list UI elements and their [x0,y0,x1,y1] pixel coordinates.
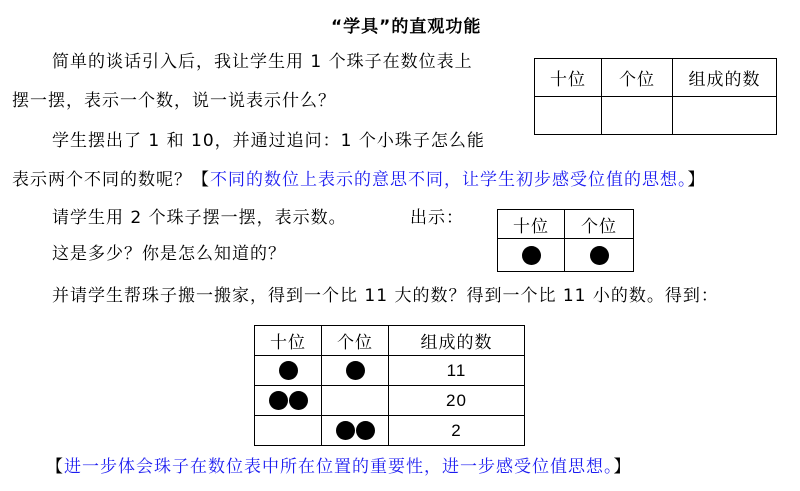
empty-cell [535,97,602,135]
paragraph-6 [46,456,632,478]
paragraph-6-emphasis: 进一步体会珠子在数位表中所在位置的重要性，进一步感受位值思想。 [64,457,614,477]
bead-icon [590,246,609,265]
paragraph-4: 这是多少？你是怎么知道的？ [52,244,286,264]
header-tens: 十位 [535,59,602,97]
header-tens: 十位 [255,326,322,356]
paragraph-3: 请学生用 2 个珠子摆一摆，表示数。 [52,208,347,228]
ones-cell [322,386,389,416]
paragraph-2-bracket-close: 】 [687,170,706,190]
paragraph-2-text: 表示两个不同的数呢？【 [12,170,210,190]
header-composed-number: 组成的数 [389,326,525,356]
composed-number: 2 [389,416,525,446]
bead-icon [522,246,541,265]
ones-cell [565,239,634,272]
table-row [255,386,525,416]
paragraph-6-bracket-open: 【 [46,457,64,477]
paragraph-1-line-1: 简单的谈话引入后，我让学生用 1 个珠子在数位表上 [52,52,473,72]
header-ones: 个位 [322,326,389,356]
empty-cell [673,97,777,135]
bead-icon [346,361,365,380]
ones-cell [322,416,389,446]
place-value-table-empty [534,58,777,135]
tens-cell [255,386,322,416]
empty-cell [602,97,673,135]
bead-icon [289,391,308,410]
bead-icon [356,421,375,440]
tens-cell [255,416,322,446]
bead-icon [336,421,355,440]
header-ones: 个位 [565,210,634,239]
paragraph-2-emphasis: 不同的数位上表示的意思不同，让学生初步感受位值的思想。 [210,170,688,190]
place-value-table-two-beads [497,209,634,272]
show-label: 出示： [410,208,464,228]
header-composed-number: 组成的数 [673,59,777,97]
tens-cell [498,239,565,272]
place-value-table-results [254,325,525,446]
paragraph-2-line-1: 学生摆出了 1 和 10，并通过追问：1 个小珠子怎么能 [52,131,485,151]
bead-icon [269,391,288,410]
composed-number: 20 [389,386,525,416]
header-ones: 个位 [602,59,673,97]
bead-icon [279,361,298,380]
paragraph-6-bracket-close: 】 [613,457,632,477]
table-row [255,356,525,386]
paragraph-5: 并请学生帮珠子搬一搬家，得到一个比 11 大的数？得到一个比 11 小的数。得到： [52,286,719,306]
tens-cell [255,356,322,386]
header-tens: 十位 [498,210,565,239]
paragraph-1-line-2: 摆一摆，表示一个数，说一说表示什么？ [12,91,336,111]
page-title: “学具”的直观功能 [331,17,482,37]
table-row [255,416,525,446]
ones-cell [322,356,389,386]
paragraph-2-line-2 [12,169,706,191]
composed-number: 11 [389,356,525,386]
